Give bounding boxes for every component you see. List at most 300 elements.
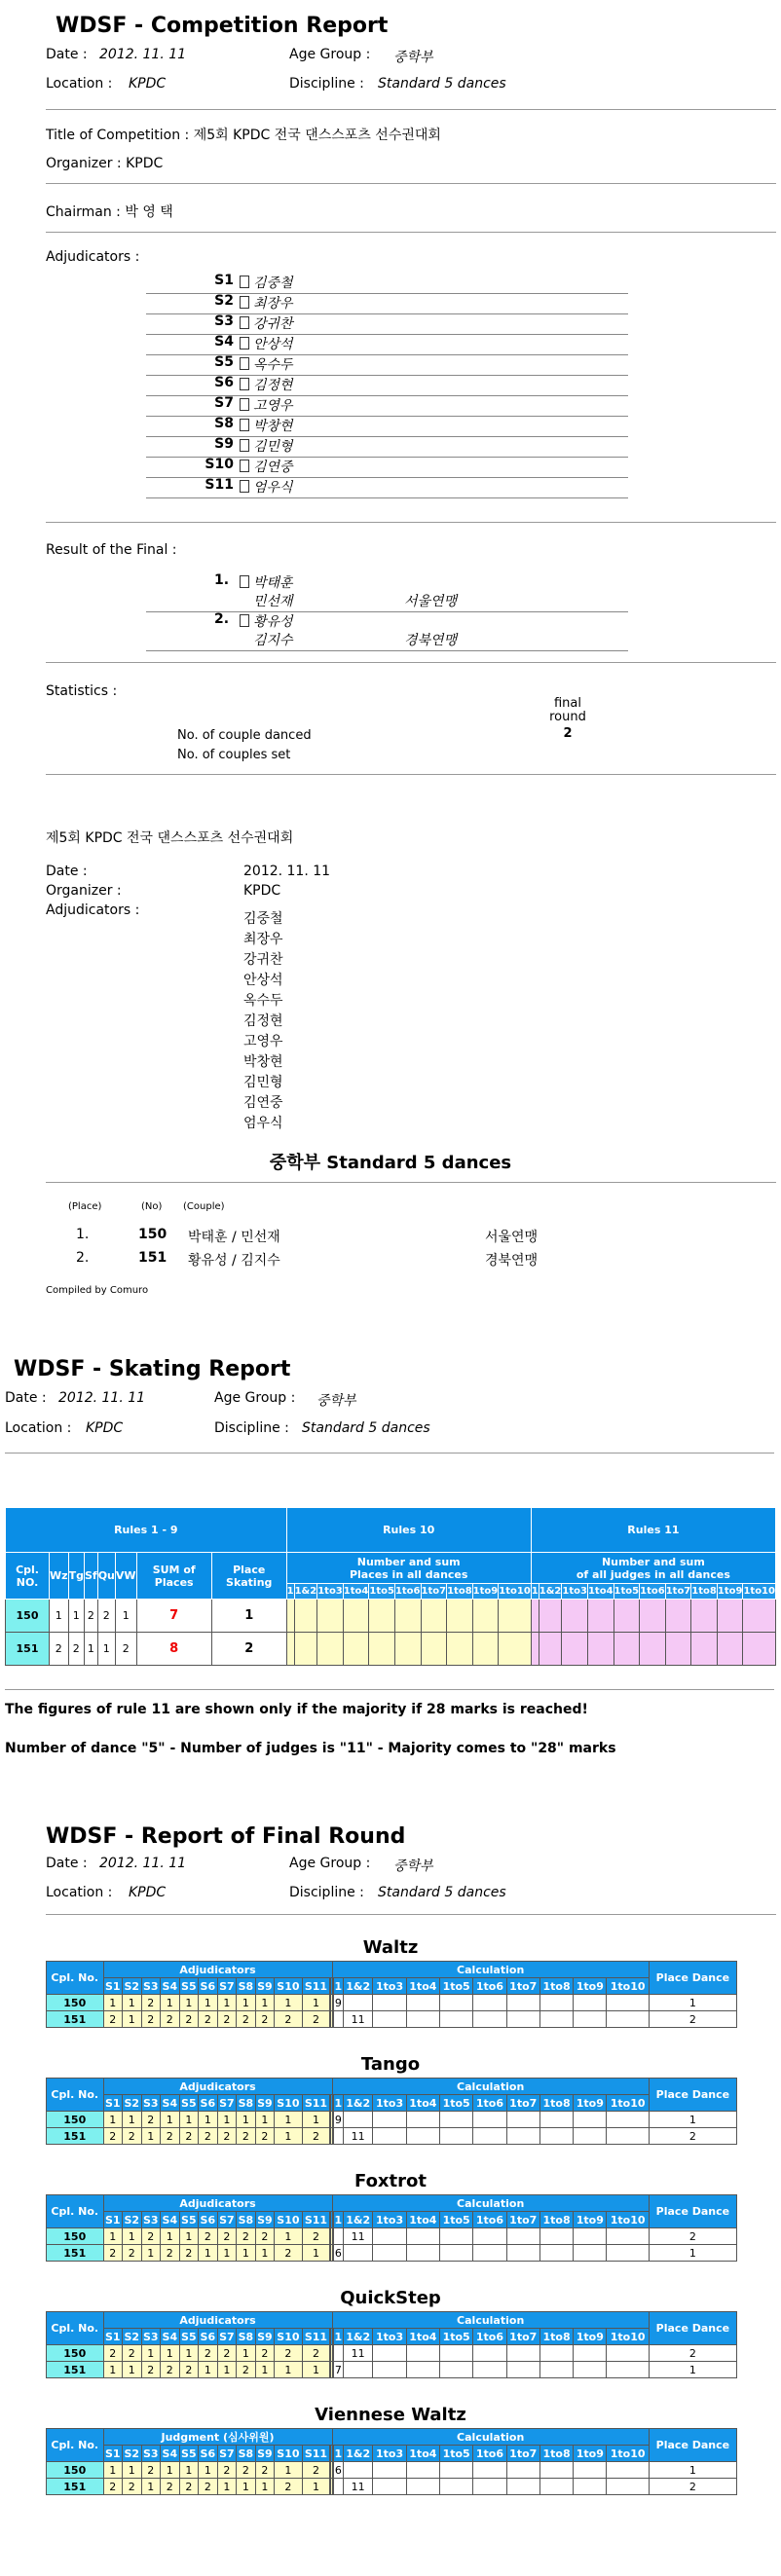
judge-mark: 2 (103, 2345, 123, 2362)
judge-mark: 2 (103, 2479, 123, 2495)
calc-cell (574, 2128, 607, 2145)
rule11-cell (539, 1600, 562, 1633)
summary-adjudicators-label: Adjudicators : (46, 902, 140, 918)
calc-cell (343, 2245, 373, 2262)
calc-col-header: 1to9 (717, 1584, 743, 1600)
judge-col-header: S8 (238, 2213, 254, 2226)
rule11-cell (743, 1600, 776, 1633)
cpl-no: 151 (47, 2245, 104, 2262)
adjudicator-name: 김연중 (253, 460, 293, 475)
judge-mark: 2 (123, 2245, 142, 2262)
judge-mark: 2 (103, 2128, 123, 2145)
dance-row (47, 2011, 737, 2028)
calc-cell (574, 2228, 607, 2245)
judge-mark: 1 (141, 2128, 161, 2145)
dance-row (47, 2128, 737, 2145)
result-follower: 김지수 (253, 633, 293, 648)
calc-col-header: 1to6 (473, 2446, 506, 2462)
adjudicator-name: 김정현 (253, 378, 293, 393)
judge-col-header: S7 (219, 2447, 235, 2460)
calc-col-header: 1to6 (640, 1584, 666, 1600)
judge-mark: 2 (199, 2228, 218, 2245)
judge-mark: 1 (179, 2345, 199, 2362)
rule11-cell (531, 1633, 539, 1666)
judge-mark: 1 (237, 2245, 256, 2262)
compiled-by: Compiled by Comuro (46, 1285, 149, 1296)
result-club: 경북연맹 (404, 633, 458, 648)
final-title: WDSF - Report of Final Round (46, 1824, 406, 1849)
calc-cell (473, 2011, 506, 2028)
calc-cell (373, 2245, 406, 2262)
calc-col-header: 1&2 (294, 1584, 317, 1600)
calc-col-header: 1 (334, 2447, 343, 2460)
rule11-cell (717, 1600, 743, 1633)
judge-col-header: S2 (124, 2096, 140, 2110)
judge-col-header: S3 (143, 1979, 159, 1993)
judge-col-header: S10 (275, 2212, 303, 2228)
calc-cell: 6 (334, 2463, 342, 2477)
judge-mark: 1 (123, 2462, 142, 2479)
adjudicator-name: 안상석 (253, 337, 293, 352)
rule11-cell (665, 1633, 691, 1666)
skating-location-label: Location : (5, 1420, 72, 1436)
judge-mark: 2 (141, 2228, 161, 2245)
skating-dance-place: 2 (68, 1633, 84, 1666)
rule11-cell (614, 1600, 640, 1633)
calc-cell (539, 2011, 573, 2028)
summary-adjudicator-name: 옥수두 (243, 993, 283, 1009)
judge-col-header: S9 (257, 2330, 273, 2343)
skating-dance-place: 1 (84, 1633, 97, 1666)
final-location-label: Location : (46, 1885, 113, 1900)
adjudicators-label: Adjudicators : (46, 249, 140, 265)
location-value: KPDC (129, 76, 167, 92)
skating-place: 2 (211, 1633, 286, 1666)
judge-mark: 2 (255, 2128, 275, 2145)
summary-couple: 황유성 / 김지수 (188, 1253, 280, 1269)
discipline-value: Standard 5 dances (378, 76, 506, 92)
judge-col-header: S8 (238, 1979, 254, 1993)
calc-cell (607, 2345, 649, 2362)
judge-mark: 1 (275, 2112, 303, 2128)
col-cpl-no: Cpl. NO. (6, 1553, 50, 1600)
place-dance: 1 (649, 2245, 736, 2262)
judge-col-header: S1 (104, 2096, 121, 2110)
calc-cell (607, 2479, 649, 2495)
calc-cell (440, 1995, 473, 2011)
judge-mark: 1 (179, 2112, 199, 2128)
judge-mark: 2 (302, 2462, 330, 2479)
calc-col-header: 1to8 (539, 1978, 573, 1995)
rule11-cell (531, 1600, 539, 1633)
calc-cell (539, 2228, 573, 2245)
judge-mark: 1 (217, 2245, 237, 2262)
age-group-label: Age Group : (289, 47, 371, 62)
calc-cell (333, 2128, 343, 2145)
judge-col-header: S6 (200, 2330, 216, 2343)
judge-col-header: S4 (162, 2330, 178, 2343)
judge-mark: 2 (161, 2479, 180, 2495)
adjudicator-code: S9 (214, 436, 234, 452)
judge-col-header: S11 (302, 1978, 330, 1995)
final-discipline-label: Discipline : (289, 1885, 364, 1900)
judge-mark: 2 (217, 2228, 237, 2245)
calc-cell (607, 1995, 649, 2011)
calc-cell (506, 2479, 539, 2495)
age-group-value: 중학부 (393, 50, 433, 65)
checkbox-icon (240, 419, 249, 431)
judge-mark: 1 (199, 2245, 218, 2262)
judge-mark: 1 (275, 2228, 303, 2245)
adjudicator-code: S7 (214, 395, 234, 411)
dance-row (47, 2362, 737, 2378)
rule10-cell (447, 1633, 473, 1666)
judge-col-header: S10 (275, 2446, 303, 2462)
judge-mark: 2 (237, 2128, 256, 2145)
cpl-no: 150 (47, 2345, 104, 2362)
calc-cell (406, 2128, 439, 2145)
col-couple: (Couple) (183, 1201, 225, 1212)
judge-mark: 1 (103, 1995, 123, 2011)
adjudicator-name: 최장우 (253, 296, 293, 312)
judge-mark: 2 (275, 2479, 303, 2495)
adjudicators-header: Adjudicators (103, 2312, 332, 2329)
adjudicator-name: 강귀찬 (253, 316, 293, 332)
statistics-label: Statistics : (46, 683, 118, 699)
judge-mark: 2 (275, 2345, 303, 2362)
judge-mark: 1 (237, 2112, 256, 2128)
judge-col-header: S6 (200, 2447, 216, 2460)
judge-mark: 2 (199, 2345, 218, 2362)
calc-cell (440, 2479, 473, 2495)
judge-mark: 2 (199, 2479, 218, 2495)
checkbox-icon (240, 460, 249, 472)
calc-col-header: 1to4 (406, 2212, 439, 2228)
judge-col-header: S11 (302, 2095, 330, 2112)
judge-col-header: S11 (302, 2446, 330, 2462)
skating-dance-place: 1 (50, 1600, 69, 1633)
judge-mark: 2 (123, 2479, 142, 2495)
adjudicator-code: S4 (214, 334, 234, 350)
calc-col-header: 1to5 (440, 2446, 473, 2462)
judge-mark: 1 (302, 2479, 330, 2495)
judge-mark: 1 (161, 2112, 180, 2128)
judge-mark: 1 (302, 2112, 330, 2128)
judge-col-header: S10 (275, 2329, 303, 2345)
calc-cell (440, 2345, 473, 2362)
calc-col-header: 1to7 (665, 1584, 691, 1600)
calculation-header: Calculation (332, 2312, 649, 2329)
adjudicator-row (146, 334, 628, 355)
calc-col-header: 1to5 (440, 2095, 473, 2112)
final-discipline-value: Standard 5 dances (378, 1885, 506, 1900)
place-dance-header: Place Dance (649, 2079, 736, 2112)
judge-mark: 2 (141, 2112, 161, 2128)
judge-col-header: S7 (219, 1979, 235, 1993)
calc-cell (333, 2345, 343, 2362)
calc-cell (373, 2128, 406, 2145)
skating-table (5, 1507, 776, 1666)
calc-cell (473, 2479, 506, 2495)
calc-cell (607, 2362, 649, 2378)
judge-mark: 1 (161, 2228, 180, 2245)
summary-organizer-label: Organizer : (46, 883, 122, 899)
rule10-cell (421, 1633, 447, 1666)
date-label: Date : (46, 47, 88, 62)
judge-mark: 2 (302, 2128, 330, 2145)
col-cpl-no: Cpl. No. (47, 2429, 104, 2462)
judge-mark: 2 (161, 2245, 180, 2262)
judge-col-header: S8 (238, 2330, 254, 2343)
judge-mark: 2 (217, 2462, 237, 2479)
calc-col-header: 1to5 (369, 1584, 395, 1600)
adjudicators-header: Adjudicators (103, 1962, 332, 1978)
skating-dance-place: 2 (50, 1633, 69, 1666)
judge-mark: 2 (255, 2345, 275, 2362)
judge-mark: 2 (217, 2011, 237, 2028)
judge-col-header: S11 (302, 2212, 330, 2228)
judge-col-header: S6 (200, 2213, 216, 2226)
judge-mark: 2 (302, 2228, 330, 2245)
summary-number: 151 (138, 1250, 167, 1266)
judge-mark: 1 (255, 2245, 275, 2262)
rule10-cell (317, 1600, 344, 1633)
judge-mark: 1 (123, 2228, 142, 2245)
judge-col-header: S4 (162, 2447, 178, 2460)
calc-cell (607, 2011, 649, 2028)
calc-col-header: 1to8 (539, 2212, 573, 2228)
rule10-cell (447, 1600, 473, 1633)
calc-cell (406, 2345, 439, 2362)
adjudicator-code: S2 (214, 293, 234, 309)
calc-cell (440, 2228, 473, 2245)
skating-discipline-value: Standard 5 dances (302, 1420, 430, 1436)
judge-mark: 1 (103, 2112, 123, 2128)
judge-col-header: S5 (181, 2330, 197, 2343)
calc-cell (539, 2128, 573, 2145)
checkbox-icon (240, 276, 249, 288)
calc-cell (373, 2462, 406, 2479)
calc-col-header: 1to7 (506, 2095, 539, 2112)
calc-cell: 11 (343, 2228, 373, 2245)
judge-mark: 2 (179, 2362, 199, 2378)
judge-mark: 1 (123, 2112, 142, 2128)
calc-col-header: 1&2 (343, 2329, 373, 2345)
calc-cell (506, 2362, 539, 2378)
calc-col-header: 1to9 (574, 2446, 607, 2462)
title-of-competition: Title of Competition : 제5회 KPDC 전국 댄스스포츠 선수권대회 (46, 128, 441, 143)
dance-table (46, 1961, 737, 2028)
judge-col-header: S9 (257, 2213, 273, 2226)
skating-location-value: KPDC (86, 1420, 124, 1436)
skating-title: WDSF - Skating Report (14, 1357, 291, 1381)
discipline-label: Discipline : (289, 76, 364, 92)
rule10-cell (294, 1600, 317, 1633)
calc-cell (574, 2112, 607, 2128)
calc-col-header: 1to8 (691, 1584, 718, 1600)
judge-mark: 1 (123, 2362, 142, 2378)
rule10-cell (472, 1633, 499, 1666)
adjudicator-row (146, 436, 628, 458)
dance-title: Viennese Waltz (315, 2405, 466, 2425)
calc-col-header: 1&2 (343, 2446, 373, 2462)
calc-col-header: 1to3 (317, 1584, 344, 1600)
final-date-value: 2012. 11. 11 (99, 1856, 187, 1871)
calc-cell (440, 2462, 473, 2479)
judge-mark: 1 (217, 2479, 237, 2495)
judge-mark: 1 (275, 2362, 303, 2378)
judge-col-header: S1 (104, 2213, 121, 2226)
calc-col-header: 1to4 (406, 2095, 439, 2112)
judge-mark: 1 (199, 2362, 218, 2378)
calc-col-header: 1&2 (539, 1584, 562, 1600)
judge-mark: 2 (103, 2011, 123, 2028)
place-dance: 1 (649, 2112, 736, 2128)
calc-col-header: 1to9 (574, 2329, 607, 2345)
result-club: 서울연맹 (404, 594, 458, 609)
judge-mark: 1 (141, 2245, 161, 2262)
calc-cell (574, 1995, 607, 2011)
col-wz: Wz (50, 1553, 69, 1600)
judge-mark: 1 (199, 2462, 218, 2479)
judge-mark: 1 (275, 2462, 303, 2479)
calc-cell (506, 2462, 539, 2479)
rule10-cell (499, 1633, 532, 1666)
calc-col-header: 1 (334, 2096, 343, 2110)
calc-cell (343, 1995, 373, 2011)
rule11-cell (562, 1600, 588, 1633)
location-label: Location : (46, 76, 113, 92)
calc-col-header: 1 (334, 1979, 343, 1993)
skating-age-value: 중학부 (316, 1393, 356, 1409)
result-follower: 민선재 (253, 594, 293, 609)
rules-11-sub: Number and sum of all judges in all dances (531, 1553, 775, 1584)
calc-col-header: 1 (286, 1584, 294, 1600)
cpl-no: 150 (47, 2462, 104, 2479)
calc-cell (539, 2462, 573, 2479)
report-title: WDSF - Competition Report (56, 14, 389, 38)
rule10-cell (394, 1633, 421, 1666)
final-round-label: final round (549, 696, 586, 724)
judge-col-header: S1 (104, 2447, 121, 2460)
final-age-value: 중학부 (393, 1858, 433, 1874)
checkbox-icon (240, 337, 249, 350)
adjudicator-row (146, 375, 628, 396)
rule10-cell (369, 1600, 395, 1633)
judge-mark: 2 (179, 2479, 199, 2495)
skating-sum: 8 (136, 1633, 211, 1666)
col-no: (No) (141, 1201, 163, 1212)
summary-heading: 중학부 Standard 5 dances (269, 1153, 512, 1173)
date-value: 2012. 11. 11 (99, 47, 187, 62)
judge-col-header: S5 (181, 2096, 197, 2110)
summary-organizer-value: KPDC (243, 883, 281, 899)
summary-adjudicator-name: 김연중 (243, 1095, 283, 1111)
calc-cell (333, 2011, 343, 2028)
rule11-cell (587, 1633, 614, 1666)
calc-cell (506, 2228, 539, 2245)
cpl-no: 150 (47, 2228, 104, 2245)
calc-col-header: 1 (334, 2330, 343, 2343)
adjudicator-row (146, 273, 628, 294)
judge-col-header: S9 (257, 1979, 273, 1993)
calc-cell (373, 2011, 406, 2028)
judge-mark: 1 (217, 2112, 237, 2128)
rule10-cell (472, 1600, 499, 1633)
calc-cell (373, 2362, 406, 2378)
calc-col-header: 1to10 (607, 2095, 649, 2112)
calculation-header: Calculation (332, 2195, 649, 2212)
summary-couple: 박태훈 / 민선재 (188, 1230, 280, 1245)
judge-mark: 2 (255, 2228, 275, 2245)
calc-cell (333, 2479, 343, 2495)
dance-row (47, 1995, 737, 2011)
col-vw: VW (115, 1553, 136, 1600)
rules-1-9-header: Rules 1 - 9 (6, 1508, 287, 1553)
col-cpl-no: Cpl. No. (47, 1962, 104, 1995)
calc-col-header: 1to10 (743, 1584, 776, 1600)
judge-col-header: S2 (124, 2330, 140, 2343)
dance-table (46, 2194, 737, 2262)
rule11-cell (562, 1633, 588, 1666)
place-dance: 2 (649, 2345, 736, 2362)
dance-title: Waltz (362, 1937, 419, 1958)
checkbox-icon (240, 398, 249, 411)
rule10-cell (499, 1600, 532, 1633)
judge-col-header: S7 (219, 2330, 235, 2343)
summary-adjudicator-name: 안상석 (243, 973, 283, 988)
rule10-cell (286, 1633, 294, 1666)
judge-mark: 2 (199, 2011, 218, 2028)
rule11-cell (665, 1600, 691, 1633)
calc-cell (473, 2245, 506, 2262)
calc-cell (506, 2128, 539, 2145)
judge-mark: 1 (123, 1995, 142, 2011)
summary-club: 경북연맹 (485, 1253, 539, 1269)
judge-mark: 2 (255, 2011, 275, 2028)
judge-mark: 2 (275, 2245, 303, 2262)
calc-cell (539, 2245, 573, 2262)
judge-col-header: S3 (143, 2213, 159, 2226)
calc-cell (406, 2112, 439, 2128)
skating-dance-place: 1 (97, 1633, 115, 1666)
cpl-no: 151 (47, 2011, 104, 2028)
skating-cpl-no: 151 (6, 1633, 50, 1666)
calc-cell (574, 2462, 607, 2479)
summary-place: 2. (76, 1250, 90, 1266)
rule11-cell (614, 1633, 640, 1666)
calc-cell (343, 2362, 373, 2378)
calc-col-header: 1to3 (373, 2329, 406, 2345)
calc-cell (607, 2128, 649, 2145)
adjudicator-code: S11 (205, 477, 234, 493)
calc-cell (539, 1995, 573, 2011)
judge-col-header: S10 (275, 2095, 303, 2112)
calc-cell (607, 2112, 649, 2128)
calc-cell: 6 (334, 2246, 342, 2260)
calc-cell (574, 2479, 607, 2495)
judge-mark: 1 (275, 1995, 303, 2011)
place-dance: 1 (649, 2462, 736, 2479)
dance-row (47, 2479, 737, 2495)
judge-col-header: S2 (124, 2447, 140, 2460)
place-dance-header: Place Dance (649, 2195, 736, 2228)
calc-col-header: 1to9 (574, 2095, 607, 2112)
result-place: 2. (214, 611, 230, 627)
adjudicator-row (146, 313, 628, 335)
judge-col-header: S5 (181, 2213, 197, 2226)
judge-col-header: S11 (302, 2329, 330, 2345)
